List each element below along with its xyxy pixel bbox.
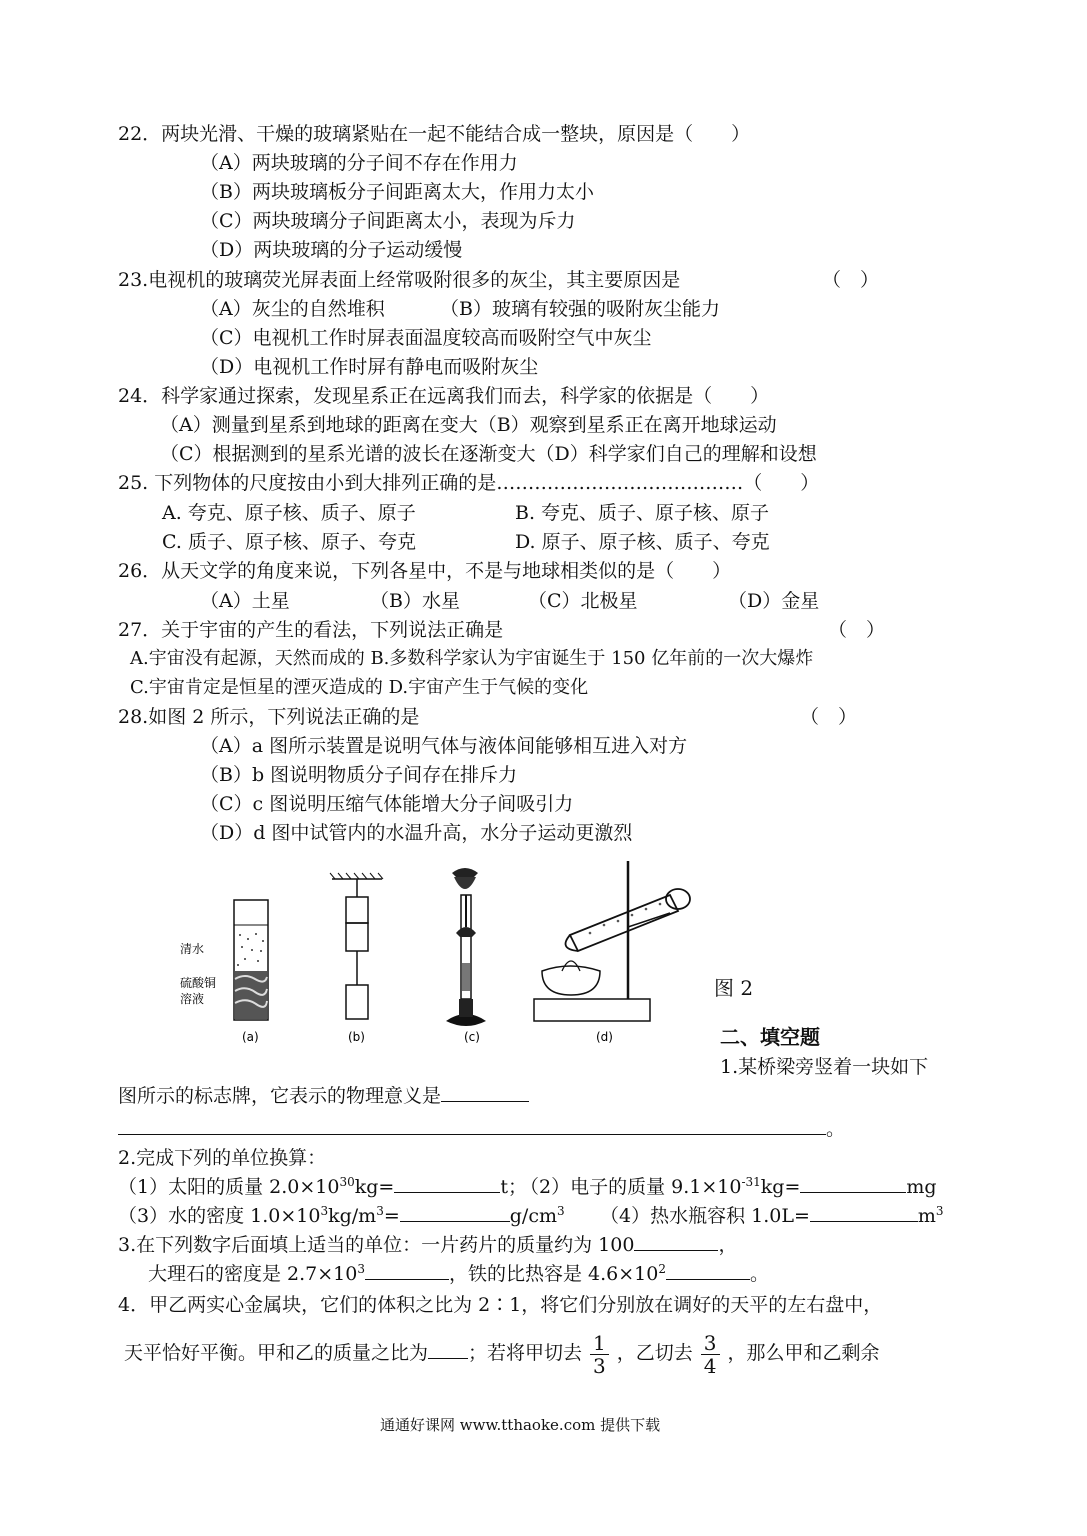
label-clear-water: 清水 [180,942,205,956]
q25-option-d: D. 原子、原子核、质子、夸克 [515,531,770,553]
fill-q2-blank-3[interactable] [400,1203,510,1222]
figure-c-compression-tube [446,868,486,1026]
sublabel-a: (a) [242,1030,259,1044]
q27-options-ab: A.宇宙没有起源，天然而成的 B.多数科学家认为宇宙诞生于 150 亿年前的一次大爆炸 [130,648,814,669]
q26-option-d: （D）金星 [728,590,820,612]
figure-d-heating-tube [534,861,690,1021]
fill-q3-line-2: 大理石的密度是 $2.7\times 10^3$ ，铁的比热容是 $4.6\times 10^2$ 。 [148,1262,770,1285]
q24-stem: 24．科学家通过探索，发现星系正在远离我们而去，科学家的依据是（ ） [118,385,770,407]
fraction-one-third: $\frac{1}{3}$ [590,1332,609,1377]
sublabel-b: (b) [348,1030,365,1044]
fill-q1-start: 1.某桥梁旁竖着一块如下 [720,1056,929,1078]
q26-option-a: （A）土星 [200,590,290,612]
fill-q3-blank-3[interactable] [666,1261,750,1280]
fill-q3-blank-1[interactable] [634,1232,718,1251]
label-copper-sulfate-1: 硫酸铜 [180,976,217,990]
q22-option-a: （A）两块玻璃的分子间不存在作用力 [200,152,518,174]
figure-a-cylinder [234,900,268,1020]
q23-option-b: （B）玻璃有较强的吸附灰尘能力 [440,298,720,320]
q25-option-a: A. 夸克、原子核、质子、原子 [162,502,416,524]
q26-stem: 26．从天文学的角度来说，下列各星中，不是与地球相类似的是（ ） [118,560,732,582]
fill-q2-row-1: （1）太阳的质量 $2.0\times 10^{30}kg= t$； [118,1175,527,1198]
q23-stem: 23.电视机的玻璃荧光屏表面上经常吸附很多的灰尘，其主要原因是 [118,269,681,291]
figure-2-illustration [150,855,710,1055]
q27-stem: 27．关于宇宙的产生的看法，下列说法正确是 [118,619,504,641]
fill-q4-line-2: 天平恰好平衡。甲和乙的质量之比为 ；若将甲切去 $\frac{1}{3}$ ，乙切去 $\frac{3}{4}$ ，那么甲和乙剩余 [124,1330,880,1378]
q28-option-a: （A）a 图所示装置是说明气体与液体间能够相互进入对方 [200,735,688,757]
fill-q2-blank-4[interactable] [810,1203,918,1222]
q26-option-b: （B）水星 [370,590,460,612]
fill-q2-blank-2[interactable] [800,1174,906,1193]
fill-q1-line-2: 。 [118,1116,845,1142]
label-copper-sulfate-2: 溶液 [180,992,205,1006]
sublabel-d: (d) [596,1030,613,1044]
q26-option-c: （C）北极星 [528,590,638,612]
fill-q3-blank-2[interactable] [365,1261,449,1280]
fill-q2-row-3: （3）水的密度 $1.0\times 10^3kg/m^3= g/cm^3$ [118,1204,565,1227]
q28-option-b: （B）b 图说明物质分子间存在排斥力 [200,764,518,786]
q27-options-cd: C.宇宙肯定是恒星的湮灭造成的 D.宇宙产生于气候的变化 [130,677,589,698]
q28-answer-bracket: （ ） [800,706,858,728]
q27-answer-bracket: （ ） [828,619,886,641]
fraction-three-fourths: $\frac{3}{4}$ [701,1332,720,1377]
q28-option-c: （C）c 图说明压缩气体能增大分子间吸引力 [200,793,574,815]
fill-q3-line-1: 3.在下列数字后面填上适当的单位：一片药片的质量约为 100 ， [118,1234,738,1256]
fill-q4-blank-1[interactable] [428,1340,468,1359]
fill-q1-blank-2[interactable] [118,1116,826,1135]
q24-options-ab: （A）测量到星系到地球的距离在变大（B）观察到星系正在离开地球运动 [160,414,777,436]
q24-options-cd: （C）根据测到的星系光谱的波长在逐渐变大（D）科学家们自己的理解和设想 [160,443,817,465]
q25-option-b: B. 夸克、质子、原子核、原子 [515,502,770,524]
fill-q2-title: 2.完成下列的单位换算： [118,1147,327,1169]
q25-option-c: C. 质子、原子核、原子、夸克 [162,531,416,553]
q23-answer-bracket: （ ） [822,269,880,291]
figure-caption: 图 2 [714,976,754,1000]
figure-b-lead-blocks [330,873,383,1019]
fill-q1-blank-1[interactable] [441,1083,529,1102]
q23-option-a: （A）灰尘的自然堆积 [200,298,385,320]
fill-q1-continued: 图所示的标志牌，它表示的物理意义是 [118,1083,529,1109]
q22-option-d: （D）两块玻璃的分子运动缓慢 [200,239,463,261]
q22-option-b: （B）两块玻璃板分子间距离太大，作用力太小 [200,181,594,203]
section-title: 二、填空题 [720,1025,820,1049]
q22-stem: 22．两块光滑、干燥的玻璃紧贴在一起不能结合成一整块，原因是（ ） [118,123,751,145]
fill-q2-blank-1[interactable] [394,1174,500,1193]
q23-option-c: （C）电视机工作时屏表面温度较高而吸附空气中灰尘 [200,327,652,349]
fill-q4-line-1: 4．甲乙两实心金属块，它们的体积之比为 2∶1，将它们分别放在调好的天平的左右盘中， [118,1294,883,1316]
q22-option-c: （C）两块玻璃分子间距离太小，表现为斥力 [200,210,576,232]
page-footer: 通通好课网 www.tthaoke.com 提供下载 [380,1416,661,1434]
fill-q2-row-2: （2）电子的质量 $9.1\times 10^{-31}kg=$ mg [520,1175,937,1198]
q28-option-d: （D）d 图中试管内的水温升高，水分子运动更激烈 [200,822,633,844]
fill-q2-row-4: （4）热水瓶容积 $1.0L= m^3$ [600,1204,944,1227]
q23-option-d: （D）电视机工作时屏有静电而吸附灰尘 [200,356,539,378]
q25-stem: 25. 下列物体的尺度按由小到大排列正确的是…………………………………（ ） [118,472,820,494]
sublabel-c: (c) [464,1030,480,1044]
q28-stem: 28.如图 2 所示，下列说法正确的是 [118,706,420,728]
